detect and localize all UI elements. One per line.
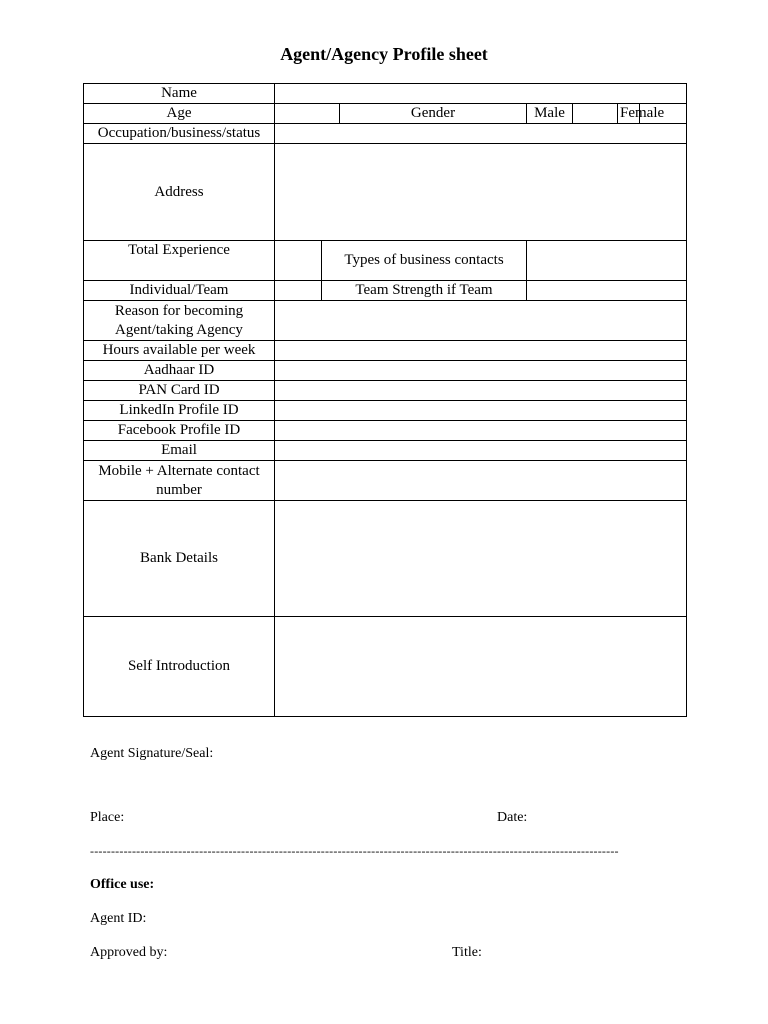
name-label: Name <box>84 84 275 104</box>
facebook-label: Facebook Profile ID <box>84 421 275 441</box>
team-strength-field[interactable] <box>527 281 687 301</box>
mobile-field[interactable] <box>275 461 687 501</box>
self-introduction-field[interactable] <box>275 617 687 717</box>
types-of-business-contacts-label: Types of business contacts <box>322 241 527 281</box>
profile-form-table <box>83 83 687 717</box>
aadhaar-field[interactable] <box>275 361 687 381</box>
reason-label: Reason for becoming Agent/taking Agency <box>84 301 275 341</box>
occupation-label: Occupation/business/status <box>84 124 275 144</box>
address-field[interactable] <box>275 144 687 241</box>
types-of-business-contacts-field[interactable] <box>527 241 687 281</box>
individual-team-field[interactable] <box>275 281 322 301</box>
male-label: Male <box>527 104 573 124</box>
signature-label: Agent Signature/Seal: <box>90 746 214 761</box>
occupation-field[interactable] <box>275 124 687 144</box>
reason-field[interactable] <box>275 301 687 341</box>
age-field[interactable] <box>275 104 340 124</box>
aadhaar-label: Aadhaar ID <box>84 361 275 381</box>
date-label: Date: <box>497 810 528 825</box>
page-title: Agent/Agency Profile sheet <box>280 44 488 64</box>
total-experience-label: Total Experience <box>84 241 275 281</box>
approved-by-label: Approved by: <box>90 945 168 960</box>
individual-team-label: Individual/Team <box>84 281 275 301</box>
pan-label: PAN Card ID <box>84 381 275 401</box>
mobile-label: Mobile + Alternate contact number <box>84 461 275 501</box>
linkedin-label: LinkedIn Profile ID <box>84 401 275 421</box>
hours-label: Hours available per week <box>84 341 275 361</box>
name-field[interactable] <box>275 84 687 104</box>
agent-id-label: Agent ID: <box>90 911 147 926</box>
age-label: Age <box>84 104 275 124</box>
self-introduction-label: Self Introduction <box>84 617 275 717</box>
address-label: Address <box>84 144 275 241</box>
cut-line-separator: ------------------------------------------------------------------------------------------------------------------------------ <box>90 844 619 858</box>
gender-label: Gender <box>340 104 527 124</box>
female-label: Female <box>618 104 640 124</box>
pan-field[interactable] <box>275 381 687 401</box>
total-experience-field[interactable] <box>275 241 322 281</box>
bank-details-field[interactable] <box>275 501 687 617</box>
linkedin-field[interactable] <box>275 401 687 421</box>
email-label: Email <box>84 441 275 461</box>
office-use-heading: Office use: <box>90 877 155 892</box>
bank-details-label: Bank Details <box>84 501 275 617</box>
place-label: Place: <box>90 810 125 825</box>
team-strength-label: Team Strength if Team <box>322 281 527 301</box>
male-checkbox[interactable] <box>573 104 618 124</box>
email-field[interactable] <box>275 441 687 461</box>
hours-field[interactable] <box>275 341 687 361</box>
title-label: Title: <box>452 945 482 960</box>
facebook-field[interactable] <box>275 421 687 441</box>
